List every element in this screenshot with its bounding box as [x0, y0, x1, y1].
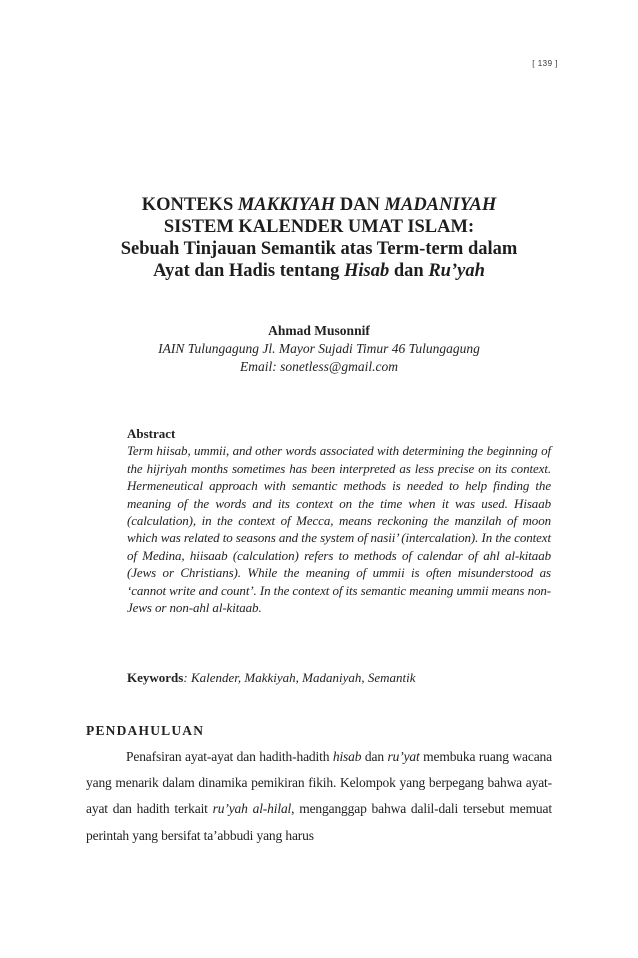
body-text-part: , menganggap bahwa dalil-dali tersebut memuat perintah yang bersifat ta’abbudi yang harus: [86, 801, 552, 843]
author-affiliation: IAIN Tulungagung Jl. Mayor Sujadi Timur 46 Tulungagung: [158, 341, 480, 356]
keywords-separator: :: [183, 670, 188, 685]
title-italic-madaniyah: MADANIYAH: [384, 195, 497, 215]
title-italic-makkiyah: MAKKIYAH: [237, 195, 336, 215]
title-part: Ayat dan Hadis tentang: [153, 261, 344, 281]
page-number: [ 139 ]: [532, 59, 558, 68]
abstract-body: Term hiisab, ummii, and other words associated with determining the beginning of the hijriyah months sometimes has been interpreted as less precise on its context. Hermeneutical approach with semantic methods is needed to help finding the meaning of the words and its context on the time when it was used. Hisaab (calculation), in the context of Mecca, means reckoning the manzilah of moon which was related to seasons and the system of nasii’ (intercalation). In the context of Medina, hiisaab (calculation) refers to methods of calendar of ahl al-kitaab (Jews or Christians). While the meaning of ummii is often misunderstood as ‘cannot write and count’. In the context of its semantic meaning ummii means non-Jews or non-ahl al-kitaab.: [127, 443, 551, 616]
title-part: DAN: [335, 195, 385, 215]
body-text-part: membuka ruang wacana yang menarik dalam dinamika pemikiran fikih. Kelompok yang berpegang bahwa ayat-ayat dan hadith terkait: [86, 749, 552, 817]
section-heading: PENDAHULUAN: [86, 723, 205, 738]
keywords-label: Keywords: [127, 670, 184, 685]
body-text-part: Penafsiran ayat-ayat dan hadith-hadith: [126, 749, 333, 764]
title-line-3: Sebuah Tinjauan Semantik atas Term-term dalam: [120, 239, 518, 259]
article-title: [0, 194, 638, 282]
body-italic-term: ru’yah al-hilal: [212, 801, 292, 817]
abstract-heading: Abstract: [127, 426, 176, 441]
title-italic-hisab: Hisab: [344, 261, 390, 281]
author-name: Ahmad Musonnif: [268, 323, 370, 338]
title-line-4: [0, 260, 638, 282]
author-block: [0, 322, 638, 376]
body-italic-term: hisab: [332, 749, 362, 764]
keywords: [127, 669, 551, 686]
body-text-part: dan: [361, 749, 388, 764]
title-line-1: [0, 194, 638, 216]
title-line-2: SISTEM KALENDER UMAT ISLAM:: [163, 217, 475, 237]
title-part: dan: [389, 261, 429, 281]
title-italic-ruyah: Ru’yah: [428, 261, 485, 281]
body-paragraph: [86, 744, 552, 849]
abstract: [127, 425, 551, 616]
keywords-text: Kalender, Makkiyah, Madaniyah, Semantik: [187, 670, 416, 685]
body-italic-term: ru’yat: [387, 749, 420, 764]
title-part: KONTEKS: [141, 195, 238, 215]
author-email: Email: sonetless@gmail.com: [240, 359, 398, 374]
